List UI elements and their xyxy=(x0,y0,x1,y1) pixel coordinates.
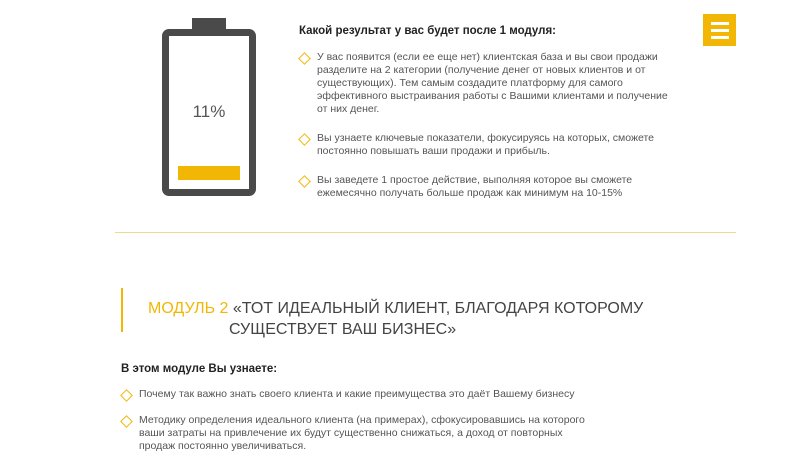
module-title-line-1: «ТОТ ИДЕАЛЬНЫЙ КЛИЕНТ, БЛАГОДАРЯ КОТОРОМУ xyxy=(232,300,644,317)
list-item-text: Вы заведете 1 простое действие, выполняя которое вы сможете ежемесячно получать больше продаж как минимум на 10-15% xyxy=(317,174,633,199)
diamond-bullet-icon xyxy=(298,133,311,146)
hamburger-icon-line xyxy=(711,29,729,32)
diamond-bullet-icon xyxy=(120,389,133,402)
list-item xyxy=(299,132,679,158)
list-item-text: Методику определения идеального клиента (на примерах), сфокусировавшись на которого ваши затраты на привлечение их будут существенно снижаться, а доход от повторных продаж постоянно увеличиваться. xyxy=(139,414,585,452)
list-item xyxy=(121,414,601,453)
list-item xyxy=(121,388,601,401)
list-item xyxy=(299,174,679,200)
results-list xyxy=(299,51,679,216)
diamond-bullet-icon xyxy=(120,415,133,428)
hamburger-icon-line xyxy=(711,22,729,25)
module-accent-bar xyxy=(121,288,123,332)
learn-list xyxy=(121,388,601,466)
hamburger-icon-line xyxy=(711,36,729,39)
list-item-text: У вас появится (если ее еще нет) клиентская база и вы свои продажи разделите на 2 категории (получение денег от новых клиентов и от существующих). Тем самым создадите платформу для самого эффективного выстраивания работы с Вашими клиентами и получение от них денег. xyxy=(317,51,668,115)
diamond-bullet-icon xyxy=(298,52,311,65)
battery-graphic xyxy=(162,18,256,196)
battery-percent-label: 11% xyxy=(192,102,226,121)
module-number: МОДУЛЬ 2 xyxy=(148,300,229,317)
module-title-line-2: СУЩЕСТВУЕТ ВАШ БИЗНЕС» xyxy=(229,321,457,338)
battery-charge-level xyxy=(178,166,240,180)
results-heading: Какой результат у вас будет после 1 модуля: xyxy=(299,25,556,37)
list-item-text: Почему так важно знать своего клиента и какие преимущества это даёт Вашему бизнесу xyxy=(139,388,575,400)
list-item-text: Вы узнаете ключевые показатели, фокусируясь на которых, сможете постоянно повышать ваши продажи и прибыль. xyxy=(317,132,655,157)
list-item xyxy=(299,51,679,116)
menu-button[interactable] xyxy=(703,14,736,46)
module-2-title xyxy=(148,298,643,340)
section-divider xyxy=(115,232,736,233)
diamond-bullet-icon xyxy=(298,175,311,188)
learn-heading: В этом модуле Вы узнаете: xyxy=(121,363,278,375)
